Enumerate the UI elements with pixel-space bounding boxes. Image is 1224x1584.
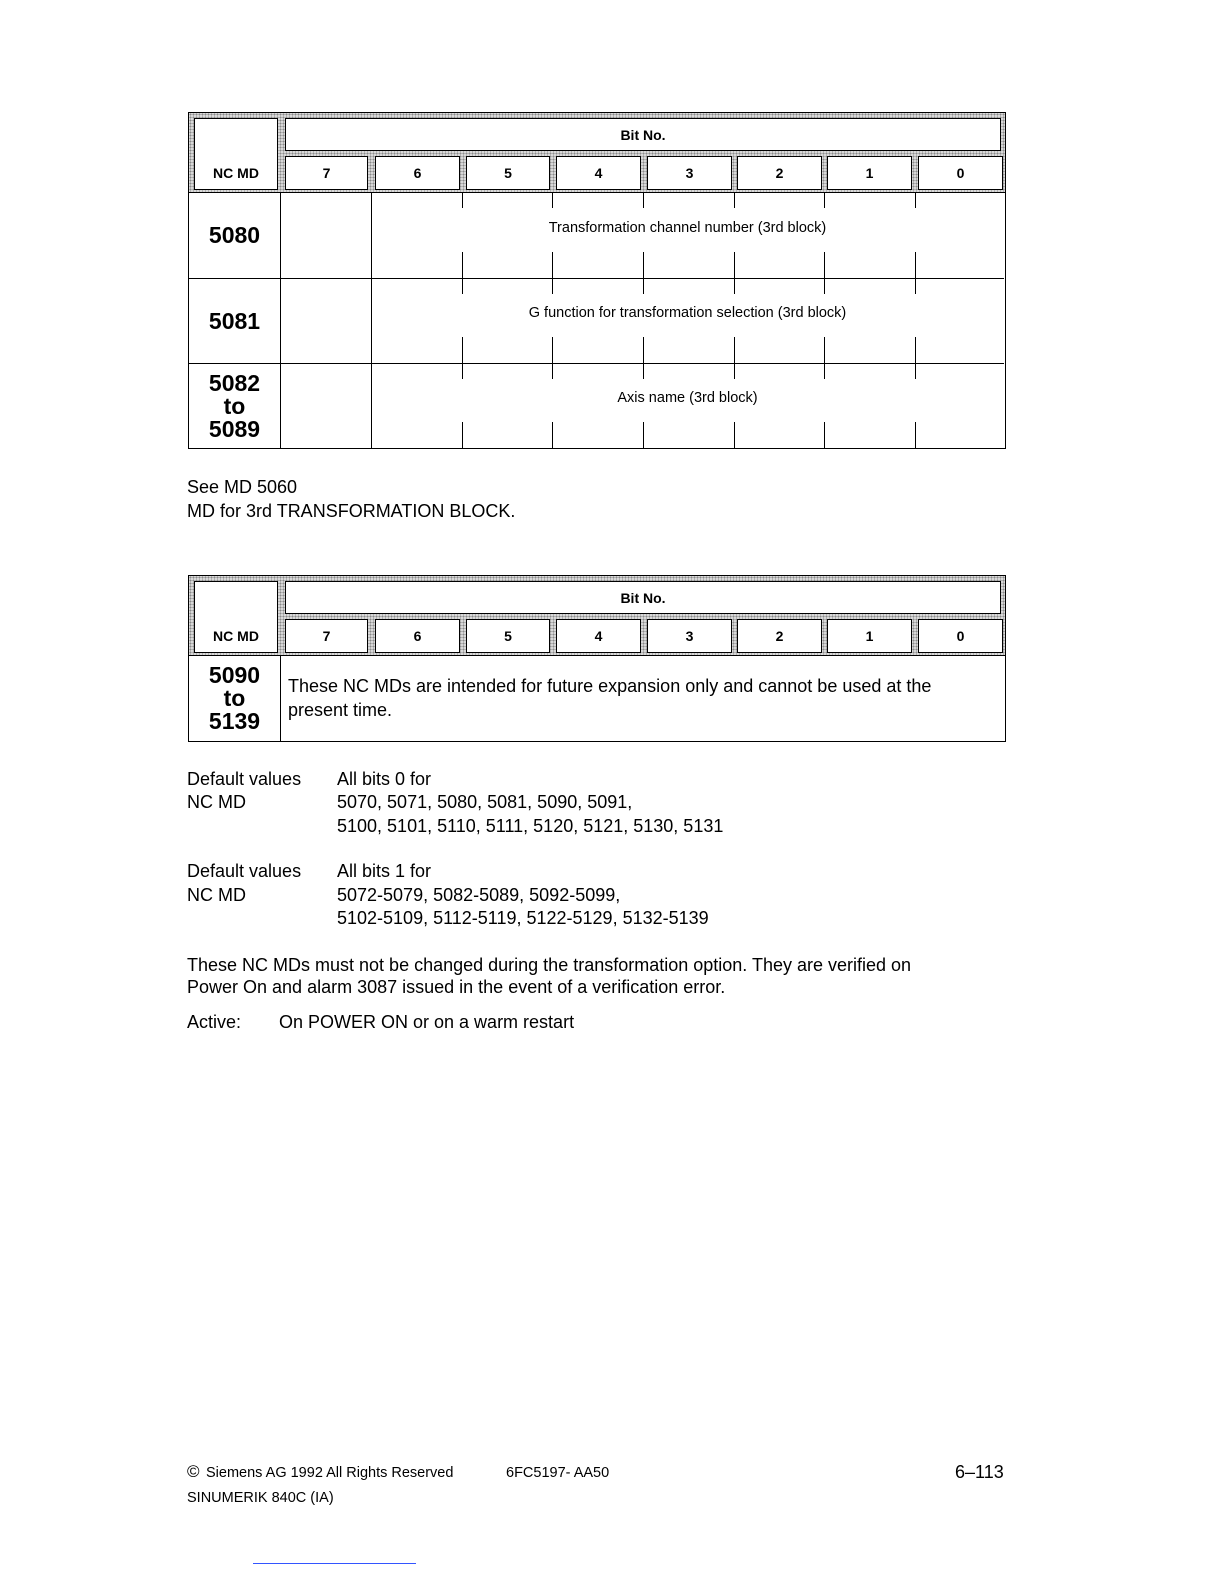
default-bits-1-heading: All bits 1 for: [337, 861, 432, 881]
table-header: [188, 575, 1006, 656]
bit-header-0: 0: [918, 156, 1003, 190]
default-values-label: Default values: [187, 861, 302, 881]
row-description: Axis name (3rd block): [617, 390, 758, 406]
md-number: [189, 364, 281, 448]
md-number-text: 5081: [208, 307, 261, 334]
bit-header-4: 4: [556, 619, 641, 653]
bit-header-1: 1: [827, 156, 912, 190]
active-value: On POWER ON or on a warm restart: [279, 1012, 575, 1032]
md-number-text: 5082: [208, 369, 261, 396]
md-number-text: 5090: [208, 662, 261, 688]
bit-header-1: 1: [827, 619, 912, 653]
link-underline: [253, 1563, 416, 1564]
bit-table-2: [188, 575, 1006, 742]
bit-no-header: Bit No.: [285, 581, 1001, 614]
bit-header-3: 3: [647, 619, 732, 653]
md-number-text: 5139: [208, 708, 261, 734]
md-number: [189, 193, 281, 278]
bit-header-6: 6: [375, 619, 460, 653]
default-bits-0-list: 5070, 5071, 5080, 5081, 5090, 5091,: [337, 792, 633, 812]
md-number-text: 5089: [208, 415, 261, 442]
bit-header-7: 7: [285, 619, 368, 653]
bit-header-5: 5: [466, 619, 550, 653]
nc-md-label: NC MD: [187, 792, 246, 812]
order-number: 6FC5197- AA50: [506, 1465, 610, 1481]
bit-header-3: 3: [647, 156, 732, 190]
see-md-note: See MD 5060: [187, 477, 298, 497]
bit-header-6: 6: [375, 156, 460, 190]
table-row-5081: [189, 278, 1004, 363]
page-number: 6–113: [955, 1462, 1004, 1482]
bit-header-2: 2: [737, 619, 822, 653]
nc-md-header: NC MD: [194, 581, 278, 653]
default-bits-0-heading: All bits 0 for: [337, 769, 432, 789]
active-label: Active:: [187, 1012, 242, 1032]
verification-paragraph-line2: Power On and alarm 3087 issued in the event of a verification error.: [187, 977, 726, 997]
verification-paragraph-line1: These NC MDs must not be changed during the transformation option. They are verified on: [187, 955, 912, 975]
table-body: [188, 656, 1006, 742]
default-bits-0-list-cont: 5100, 5101, 5110, 5111, 5120, 5121, 5130, 5131: [337, 816, 724, 836]
expansion-note: These NC MDs are intended for future expansion only and cannot be used at the present time.: [288, 676, 932, 720]
bit-table-1: [188, 112, 1006, 449]
table-header: [188, 112, 1006, 193]
table-row-5090-5139: [189, 656, 1004, 741]
default-bits-1-list-cont: 5102-5109, 5112-5119, 5122-5129, 5132-5139: [337, 908, 709, 928]
bit-header-4: 4: [556, 156, 641, 190]
md-number: [189, 279, 281, 363]
md-block-note: MD for 3rd TRANSFORMATION BLOCK.: [187, 501, 516, 521]
md-number-text: to: [223, 685, 246, 711]
bit-header-0: 0: [918, 619, 1003, 653]
bit-header-2: 2: [737, 156, 822, 190]
md-number: [189, 656, 281, 741]
bit-header-5: 5: [466, 156, 550, 190]
md-number-text: 5080: [208, 222, 261, 248]
nc-md-label: NC MD: [187, 885, 246, 905]
table-row-5082-5089: [189, 363, 1004, 448]
copyright-symbol: ©: [187, 1462, 200, 1481]
bit-no-header: Bit No.: [285, 118, 1001, 151]
table-row-5080: [189, 193, 1004, 278]
default-bits-1-list: 5072-5079, 5082-5089, 5092-5099,: [337, 885, 621, 905]
copyright-text: Siemens AG 1992 All Rights Reserved: [206, 1465, 454, 1481]
md-number-text: to: [223, 392, 246, 419]
bit-header-7: 7: [285, 156, 368, 190]
default-values-label: Default values: [187, 769, 302, 789]
nc-md-header: NC MD: [194, 118, 278, 190]
row-description: G function for transformation selection (3rd block): [528, 305, 847, 321]
product-name: SINUMERIK 840C (IA): [187, 1490, 334, 1506]
row-description: Transformation channel number (3rd block): [548, 220, 827, 236]
table-body: [188, 193, 1006, 449]
